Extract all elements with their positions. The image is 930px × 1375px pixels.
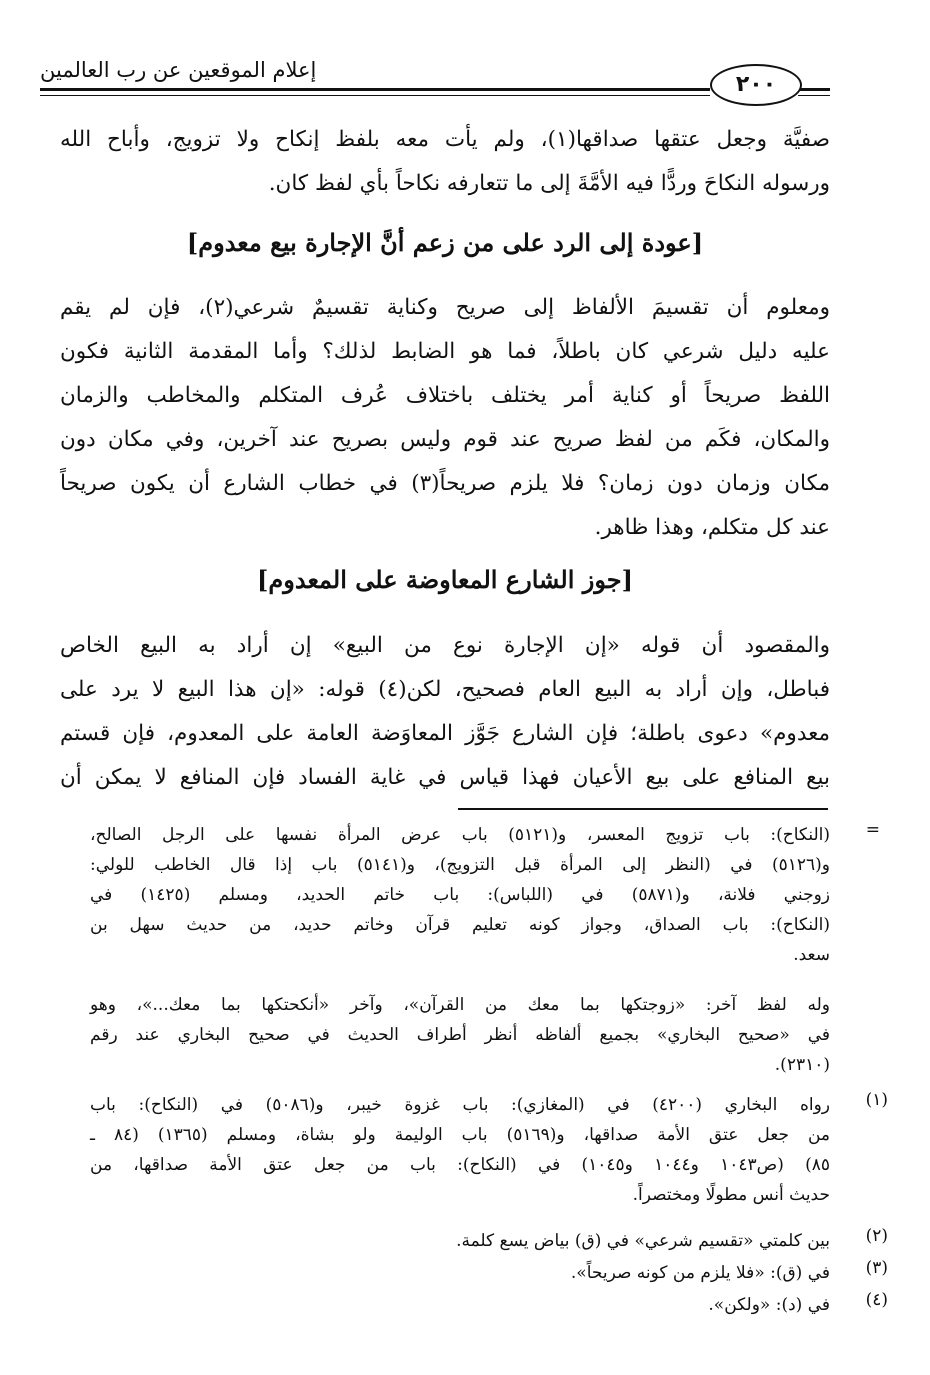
header-rule-thin-right bbox=[798, 95, 830, 96]
footnote-marker: (٢) bbox=[865, 1226, 888, 1246]
footnote-line: حديث أنس مطولًا ومختصراً. bbox=[632, 1185, 830, 1205]
footnote-line: (٢٣١٠). bbox=[774, 1055, 830, 1075]
page-number: ٢٠٠ bbox=[710, 64, 802, 106]
footnote-line: (النكاح): باب تزويج المعسر، و(٥١٢١) باب عرض المرأة نفسها على الرجل الصالح، bbox=[90, 825, 830, 845]
text-line: والمقصود أن قوله «إن الإجارة نوع من البيع» إن أراد به البيع الخاص bbox=[60, 633, 830, 658]
footnote-line: رواه البخاري (٤٢٠٠) في (المغازي): باب غزوة خيبر، و(٥٠٨٦) في (النكاح): باب bbox=[90, 1095, 830, 1115]
footnote-line: وله لفظ آخر: «زوجتكها بما معك من القرآن»، وآخر «أنكحتكها بما معك...»، وهو bbox=[90, 995, 830, 1015]
footnote-line: في (ق): «فلا يلزم من كونه صريحاً». bbox=[570, 1263, 830, 1283]
text-line: اللفظ صريحاً أو كناية أمر يختلف باختلاف عُرف المتكلم والمخاطب والزمان bbox=[60, 383, 830, 408]
footnote-1 bbox=[90, 1090, 888, 1210]
footnote-separator bbox=[458, 808, 828, 810]
text-line: ومعلوم أن تقسيمَ الألفاظ إلى صريح وكناية تقسيمٌ شرعي(٢)، فإن لم يقم bbox=[60, 295, 830, 320]
header-rule-thick-right bbox=[798, 88, 830, 91]
section-1-paragraph bbox=[60, 286, 830, 550]
text-line: عند كل متكلم، وهذا ظاهر. bbox=[594, 515, 830, 540]
footnote-line: ٨٥) (ص١٠٤٣ و١٠٤٤ و١٠٤٥) في (النكاح): باب من جعل عتق الأمة صداقها، من bbox=[90, 1155, 830, 1175]
footnote-continuation bbox=[90, 820, 880, 970]
text-line: عليه دليل شرعي كان باطلاً، فما هو الضابط لذلك؟ وأما المقدمة الثانية فكون bbox=[60, 339, 830, 364]
header-rule-thick bbox=[40, 88, 710, 91]
footnote-line: زوجني فلانة، و(٥٨٧١) في (اللباس): باب خاتم الحديد، ومسلم (١٤٢٥) في bbox=[90, 885, 830, 905]
footnote-marker: = bbox=[865, 820, 880, 840]
footnote-line: سعد. bbox=[793, 945, 830, 965]
footnote-marker: (٤) bbox=[865, 1290, 888, 1310]
footnote-marker: (٣) bbox=[865, 1258, 888, 1278]
text-line: ورسوله النكاحَ وردًّا فيه الأمَّةَ إلى ما تتعارفه نكاحاً بأي لفظ كان. bbox=[268, 171, 830, 196]
text-line: صفيَّة وجعل عتقها صداقها(١)، ولم يأت معه بلفظ إنكاح ولا تزويج، وأباح الله bbox=[60, 127, 830, 152]
footnote-continuation-2 bbox=[90, 990, 830, 1080]
section-heading: [عودة إلى الرد على من زعم أنَّ الإجارة بيع معدوم] bbox=[186, 228, 704, 257]
text-line: معدوم» دعوى باطلة؛ فإن الشارع جَوَّز المعاوَضة العامة على المعدوم، فإن قستم bbox=[60, 721, 830, 746]
section-heading: [جوز الشارع المعاوضة على المعدوم] bbox=[257, 565, 633, 594]
running-header-book-title: إعلام الموقعين عن رب العالمين bbox=[40, 58, 317, 82]
intro-paragraph bbox=[60, 118, 830, 206]
section-2-paragraph bbox=[60, 624, 830, 800]
footnote-3 bbox=[90, 1258, 888, 1288]
text-line: فباطل، وإن أراد به البيع العام فصحيح، لكن(٤) قوله: «إن هذا البيع لا يرد على bbox=[60, 677, 830, 702]
footnote-line: و(٥١٢٦) في (النظر إلى المرأة قبل التزويج)، و(٥١٤١) باب إذا قال الخاطب للولي: bbox=[90, 855, 830, 875]
footnote-line: في (د): «ولكن». bbox=[708, 1295, 830, 1315]
footnote-line: في «صحيح البخاري» بجميع ألفاظه أنظر أطراف الحديث في صحيح البخاري عند رقم bbox=[90, 1025, 830, 1045]
text-line: مكان وزمان دون زمان؟ فلا يلزم صريحاً(٣) في خطاب الشارع أن يكون صريحاً bbox=[60, 471, 830, 496]
footnote-4 bbox=[90, 1290, 888, 1320]
footnote-marker: (١) bbox=[865, 1090, 888, 1110]
footnote-line: (النكاح): باب الصداق، وجواز كونه تعليم قرآن وخاتم حديد، من حديث سهل بن bbox=[90, 915, 830, 935]
footnote-line: من جعل عتق الأمة صداقها، و(٥١٦٩) باب الوليمة ولو بشاة، ومسلم (١٣٦٥) (٨٤ ـ bbox=[90, 1125, 831, 1145]
footnote-2 bbox=[90, 1226, 888, 1256]
footnote-line: بين كلمتي «تقسيم شرعي» في (ق) بياض يسع كلمة. bbox=[456, 1231, 830, 1251]
text-line: والمكان، فكَم من لفظ صريح عند قوم وليس بصريح عند آخرين، وفي مكان دون bbox=[60, 427, 830, 452]
text-line: بيع المنافع على بيع الأعيان فهذا قياس في غاية الفساد فإن المنافع لا يمكن أن bbox=[60, 765, 830, 790]
header-rule-thin bbox=[40, 95, 710, 96]
